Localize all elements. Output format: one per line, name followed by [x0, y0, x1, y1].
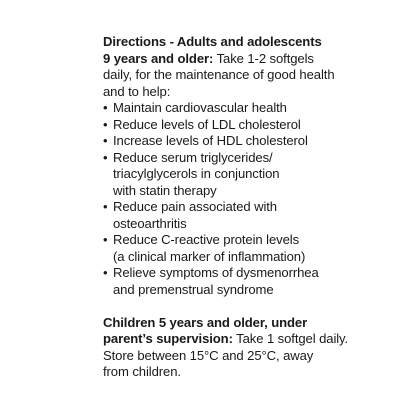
bullet-icon: •	[103, 265, 108, 280]
benefit-line: (a clinical marker of inflammation)	[113, 248, 306, 264]
supervision-requirement: parent’s supervision:	[103, 331, 233, 346]
benefit-line: Increase levels of HDL cholesterol	[113, 133, 308, 148]
children-instruction-line	[103, 331, 403, 348]
list-item	[103, 100, 403, 117]
bullet-icon: •	[103, 116, 108, 132]
list-item	[103, 232, 403, 265]
list-item	[103, 133, 403, 150]
bullet-icon: •	[103, 199, 108, 214]
directions-instruction-line: and to help:	[103, 83, 171, 99]
storage-line: from children.	[103, 364, 181, 379]
list-item	[103, 265, 403, 298]
age-requirement: 9 years and older:	[103, 50, 214, 66]
list-item	[103, 199, 403, 232]
benefit-line: Maintain cardiovascular health	[113, 100, 287, 115]
benefit-line: and premenstrual syndrome	[113, 281, 274, 297]
bullet-icon: •	[103, 133, 108, 148]
list-item	[103, 150, 403, 200]
benefit-line: with statin therapy	[113, 182, 217, 198]
directions-panel	[103, 34, 403, 381]
children-heading: Children 5 years and older, under	[103, 314, 308, 330]
benefit-line: triacylglycerols in conjunction	[113, 166, 280, 181]
benefit-line: Reduce serum triglycerides/	[113, 149, 273, 165]
benefits-list	[103, 100, 403, 298]
storage-line: Store between 15°C and 25°C, away	[103, 347, 314, 363]
benefit-line: Relieve symptoms of dysmenorrhea	[113, 265, 319, 280]
children-dosage-text: Take 1 softgel daily.	[232, 331, 349, 346]
directions-instruction-line: daily, for the maintenance of good health	[103, 67, 335, 82]
section-spacer	[103, 298, 403, 315]
benefit-line: Reduce pain associated with	[113, 199, 277, 214]
bullet-icon: •	[103, 100, 108, 115]
dosage-text: Take 1-2 softgels	[213, 50, 314, 66]
bullet-icon: •	[103, 232, 108, 247]
benefit-line: Reduce C-reactive protein levels	[113, 232, 300, 247]
bullet-icon: •	[103, 149, 108, 165]
benefit-line: osteoarthritis	[113, 215, 187, 231]
directions-heading: Directions - Adults and adolescents	[103, 34, 322, 49]
list-item	[103, 117, 403, 134]
directions-instruction-line	[103, 51, 403, 68]
benefit-line: Reduce levels of LDL cholesterol	[113, 116, 301, 132]
